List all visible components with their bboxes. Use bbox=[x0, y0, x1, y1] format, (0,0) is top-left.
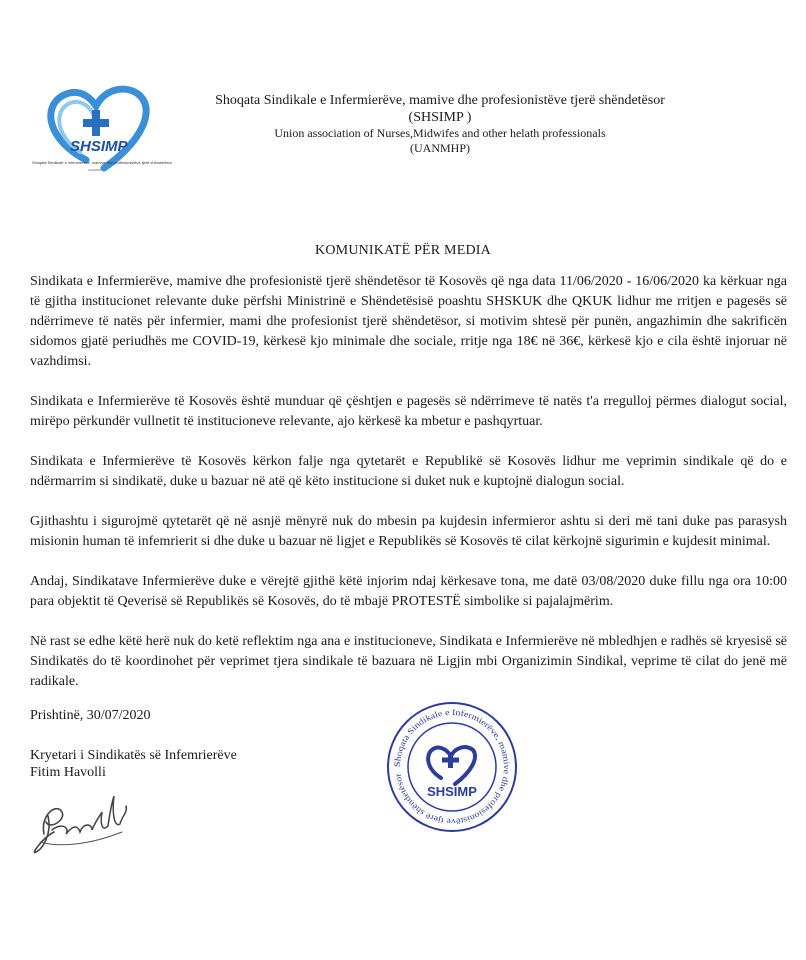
document-title: KOMUNIKATË PËR MEDIA bbox=[315, 243, 491, 258]
logo-tagline: Shoqata Sindikale e Infermierëve, mamive dhe profesionistëve tjerë shëndetësor bbox=[32, 161, 174, 165]
signatory-role: Kryetari i Sindikatës së Infemrierëve bbox=[30, 748, 237, 763]
org-name-en: Union association of Nurses,Midwifes and other helath professionals bbox=[274, 126, 606, 140]
organization-logo bbox=[28, 78, 178, 196]
paragraph: Gjithashtu i sigurojmë qytetarët që në asnjë mënyrë nuk do mbesin pa kujdesin infermieror ashtu si deri më tani duke pas parasysh misionin human të infemrierit si dhe duke u bazuar në ligjet e Republikës së Kosovës të cilat kërkojnë sigurimin e kujdesit minimal. bbox=[30, 514, 787, 549]
paragraph: Andaj, Sindikatave Infermierëve duke e vërejtë gjithë këtë injorim ndaj kërkesave tona, me datë 03/08/2020 duke fillu nga ora 10:00 para objektit të Qeverisë së Republikës së Kosovës, do të mbajë PROTESTË simbolike si pajalajmërim. bbox=[30, 574, 787, 609]
paragraph: Sindikata e Infermierëve të Kosovës kërkon falje nga qytetarët e Republikë së Kosovës lidhur me veprimin sindikale që do e ndërmarrim si sindikatë, duke u bazuar në atë që këto institucione si duket nuk e kuptojnë dialogun social. bbox=[30, 454, 787, 489]
paragraph: Sindikata e Infermierëve të Kosovës është munduar që çështjen e pagesës së ndërrimeve të natës t'a rregulloj përmes dialogut social, mirëpo përkundër vullnetit të institucioneve relevante, ajo kërkesë ka mbetur e pashqyrtuar. bbox=[30, 394, 787, 429]
paragraph: Në rast se edhe këtë herë nuk do ketë reflektim nga ana e institucioneve, Sindikata e Infermierëve në mbledhjen e radhës së kryesisë së Sindikatës do të koordinohet për veprimet tjera sindikale të bazuara në Ligjin mbi Organizimin Sindikal, veprime të cilat do jenë më radikale. bbox=[30, 634, 787, 689]
paragraph: Sindikata e Infermierëve, mamive dhe profesionistë tjerë shëndetësor të Kosovës që nga data 11/06/2020 - 16/06/2020 ka kërkuar nga të gjitha institucionet relevante duke përfshi Ministrinë e Shëndetësisë poashtu SHSKUK dhe QKUK lidhur me rritjen e pagesës së ndërrimeve të natës për infermier, mami dhe profesionist tjerë shëndetësor, si motivim shtesë për punën, angazhimin dhe sakrificën sidomos gjatë periudhës me COVID-19, kërkesë kjo minimale dhe sociale, rritje nga 18€ në 36€, kërkesë kjo e cila është injoruar në vazhdimsi. bbox=[30, 274, 787, 369]
letterhead bbox=[180, 92, 700, 156]
stamp-ring-text: Shoqata Sindikale e Infermierëve, mamive dhe profesionistëve tjerë shëndetësor bbox=[391, 706, 513, 828]
org-name-sq: Shoqata Sindikale e Infermierëve, mamive dhe profesionistëve tjerë shëndetësor bbox=[215, 93, 665, 108]
official-stamp bbox=[385, 700, 519, 834]
stamp-center-text: SHSIMP bbox=[427, 784, 477, 799]
logo-small-text: UANMHP bbox=[88, 168, 102, 172]
acronym-sq: (SHSIMP ) bbox=[408, 110, 472, 125]
place-date: Prishtinë, 30/07/2020 bbox=[30, 708, 151, 723]
document-body bbox=[30, 272, 787, 712]
logo-text: SHSIMP bbox=[70, 138, 128, 155]
signatory-name: Fitim Havolli bbox=[30, 765, 106, 780]
acronym-en: (UANMHP) bbox=[410, 141, 470, 155]
handwritten-signature bbox=[22, 772, 222, 882]
